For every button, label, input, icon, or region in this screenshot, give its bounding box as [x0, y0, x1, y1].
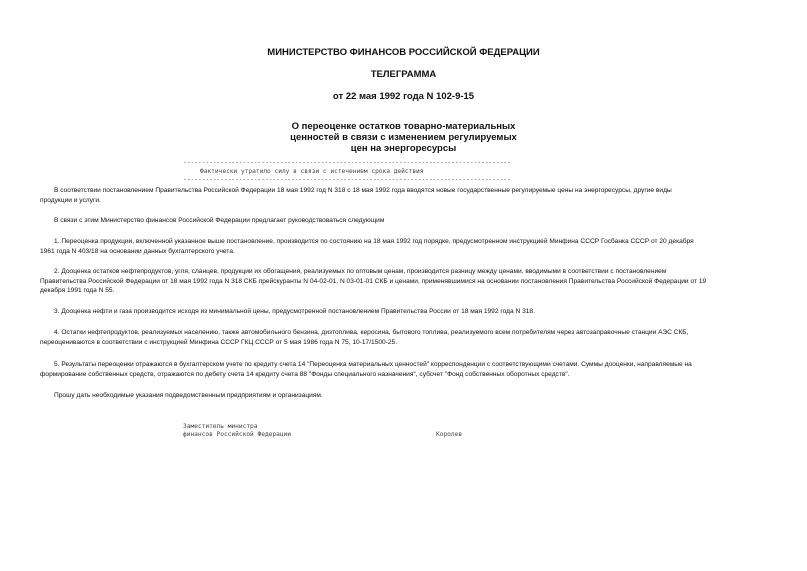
status-note: Фактически утратило силу в связи с истечением срока действия [200, 168, 424, 175]
paragraph-proposal [40, 216, 807, 226]
signature-position-line1: Заместитель министра [183, 423, 258, 430]
status-rule-top: ---------------------------------------------------------------------------------------- [183, 159, 511, 166]
paragraph-line: Прошу дать необходимые указания подведомственным предприятиям и организациям. [54, 392, 323, 399]
paragraph-line: декабря 1991 года N 55. [40, 287, 115, 295]
paragraph-item-5 [40, 360, 807, 379]
paragraph-line: В связи с этим Министерство финансов Российской Федерации предлагает руководствоваться следующим [54, 217, 385, 224]
title-line: ценностей в связи с изменением регулируемых [290, 132, 517, 143]
document-title [0, 121, 807, 154]
paragraph-line: формирование собственных средств, отражаются по дебету счета 14 кредиту счета 88 "Фонды специального назначения", субсчет "Фонд собственных оборотных средств". [40, 370, 570, 378]
signature-name: Королев [436, 431, 463, 438]
paragraph-line: 5. Результаты переоценки отражаются в бухгалтерском учете по кредиту счета 14 "Переоценка материальных ценностей" корреспонденции с соответствующими счетами. Суммы дооценки, направляемые на [54, 361, 692, 368]
signature-position-line2: финансов Российской Федерации [183, 431, 292, 438]
status-rule-bottom: ---------------------------------------------------------------------------------------- [183, 176, 511, 183]
paragraph-item-3 [40, 307, 807, 317]
paragraph-line: 4. Остатки нефтепродуктов, реализуемых населению, также автомобильного бензина, дизтоплива, керосина, бытового топлива, реализуемого всем потребителям через автозаправочные станции АЭС СКБ, [54, 329, 689, 336]
paragraph-closing [40, 391, 807, 401]
title-line: О переоценке остатков товарно-материальных [291, 121, 516, 132]
paragraph-line: 1. Переоценка продукции, включенной указанное выше постановление, производится по состоянию на 18 мая 1992 год порядке, предусмотренном инструкцией Минфина СССР Госбанка СССР от 20 декабря [54, 238, 694, 245]
paragraph-line: переоцениваются в соответствии с инструкцией Минфина СССР ГКЦ СССР от 5 мая 1986 года N 75, 10-17/1500-25. [40, 338, 398, 346]
paragraph-item-4 [40, 328, 807, 347]
paragraph-line: 3. Дооценка нефти и газа производится исходя из минимальной цены, предусмотренной постановлением Правительства России от 18 мая 1992 года N 318. [54, 308, 535, 315]
paragraph-item-1 [40, 237, 807, 256]
paragraph-line: Правительства Российской Федерации от 18 мая 1992 года N 318 СКБ прейскуранты N 04-02-01, N 03-01-01 СКБ и ценами, применявшимися на основании постановления Правительства Российской Федерации от 19 [40, 277, 707, 285]
title-line: цен на энергоресурсы [350, 143, 457, 154]
ministry-heading: МИНИСТЕРСТВО ФИНАНСОВ РОССИЙСКОЙ ФЕДЕРАЦИИ [267, 47, 540, 58]
paragraph-line: 2. Дооценка остатков нефтепродуктов, угля, сланцев, продукции их обогащения, реализуемых по оптовым ценам, производится разницу между ценами, вводимыми в соответствии с постановлением [54, 268, 667, 275]
paragraph-line: продукции и услуги. [40, 196, 101, 204]
paragraph-line: 1961 года N 403/18 на основании данных бухгалтерского учета. [40, 247, 235, 255]
date-number: от 22 мая 1992 года N 102-9-15 [332, 91, 475, 102]
paragraph-line: В соответствии постановлением Правительства Российской Федерации 18 мая 1992 год N 318 с 18 мая 1992 года вводятся новые государственные регулируемые цены на энергоресурсы, другие виды [54, 187, 672, 194]
paragraph-item-2 [40, 267, 807, 296]
document-type: ТЕЛЕГРАММА [370, 69, 437, 80]
paragraph-intro [40, 186, 807, 205]
